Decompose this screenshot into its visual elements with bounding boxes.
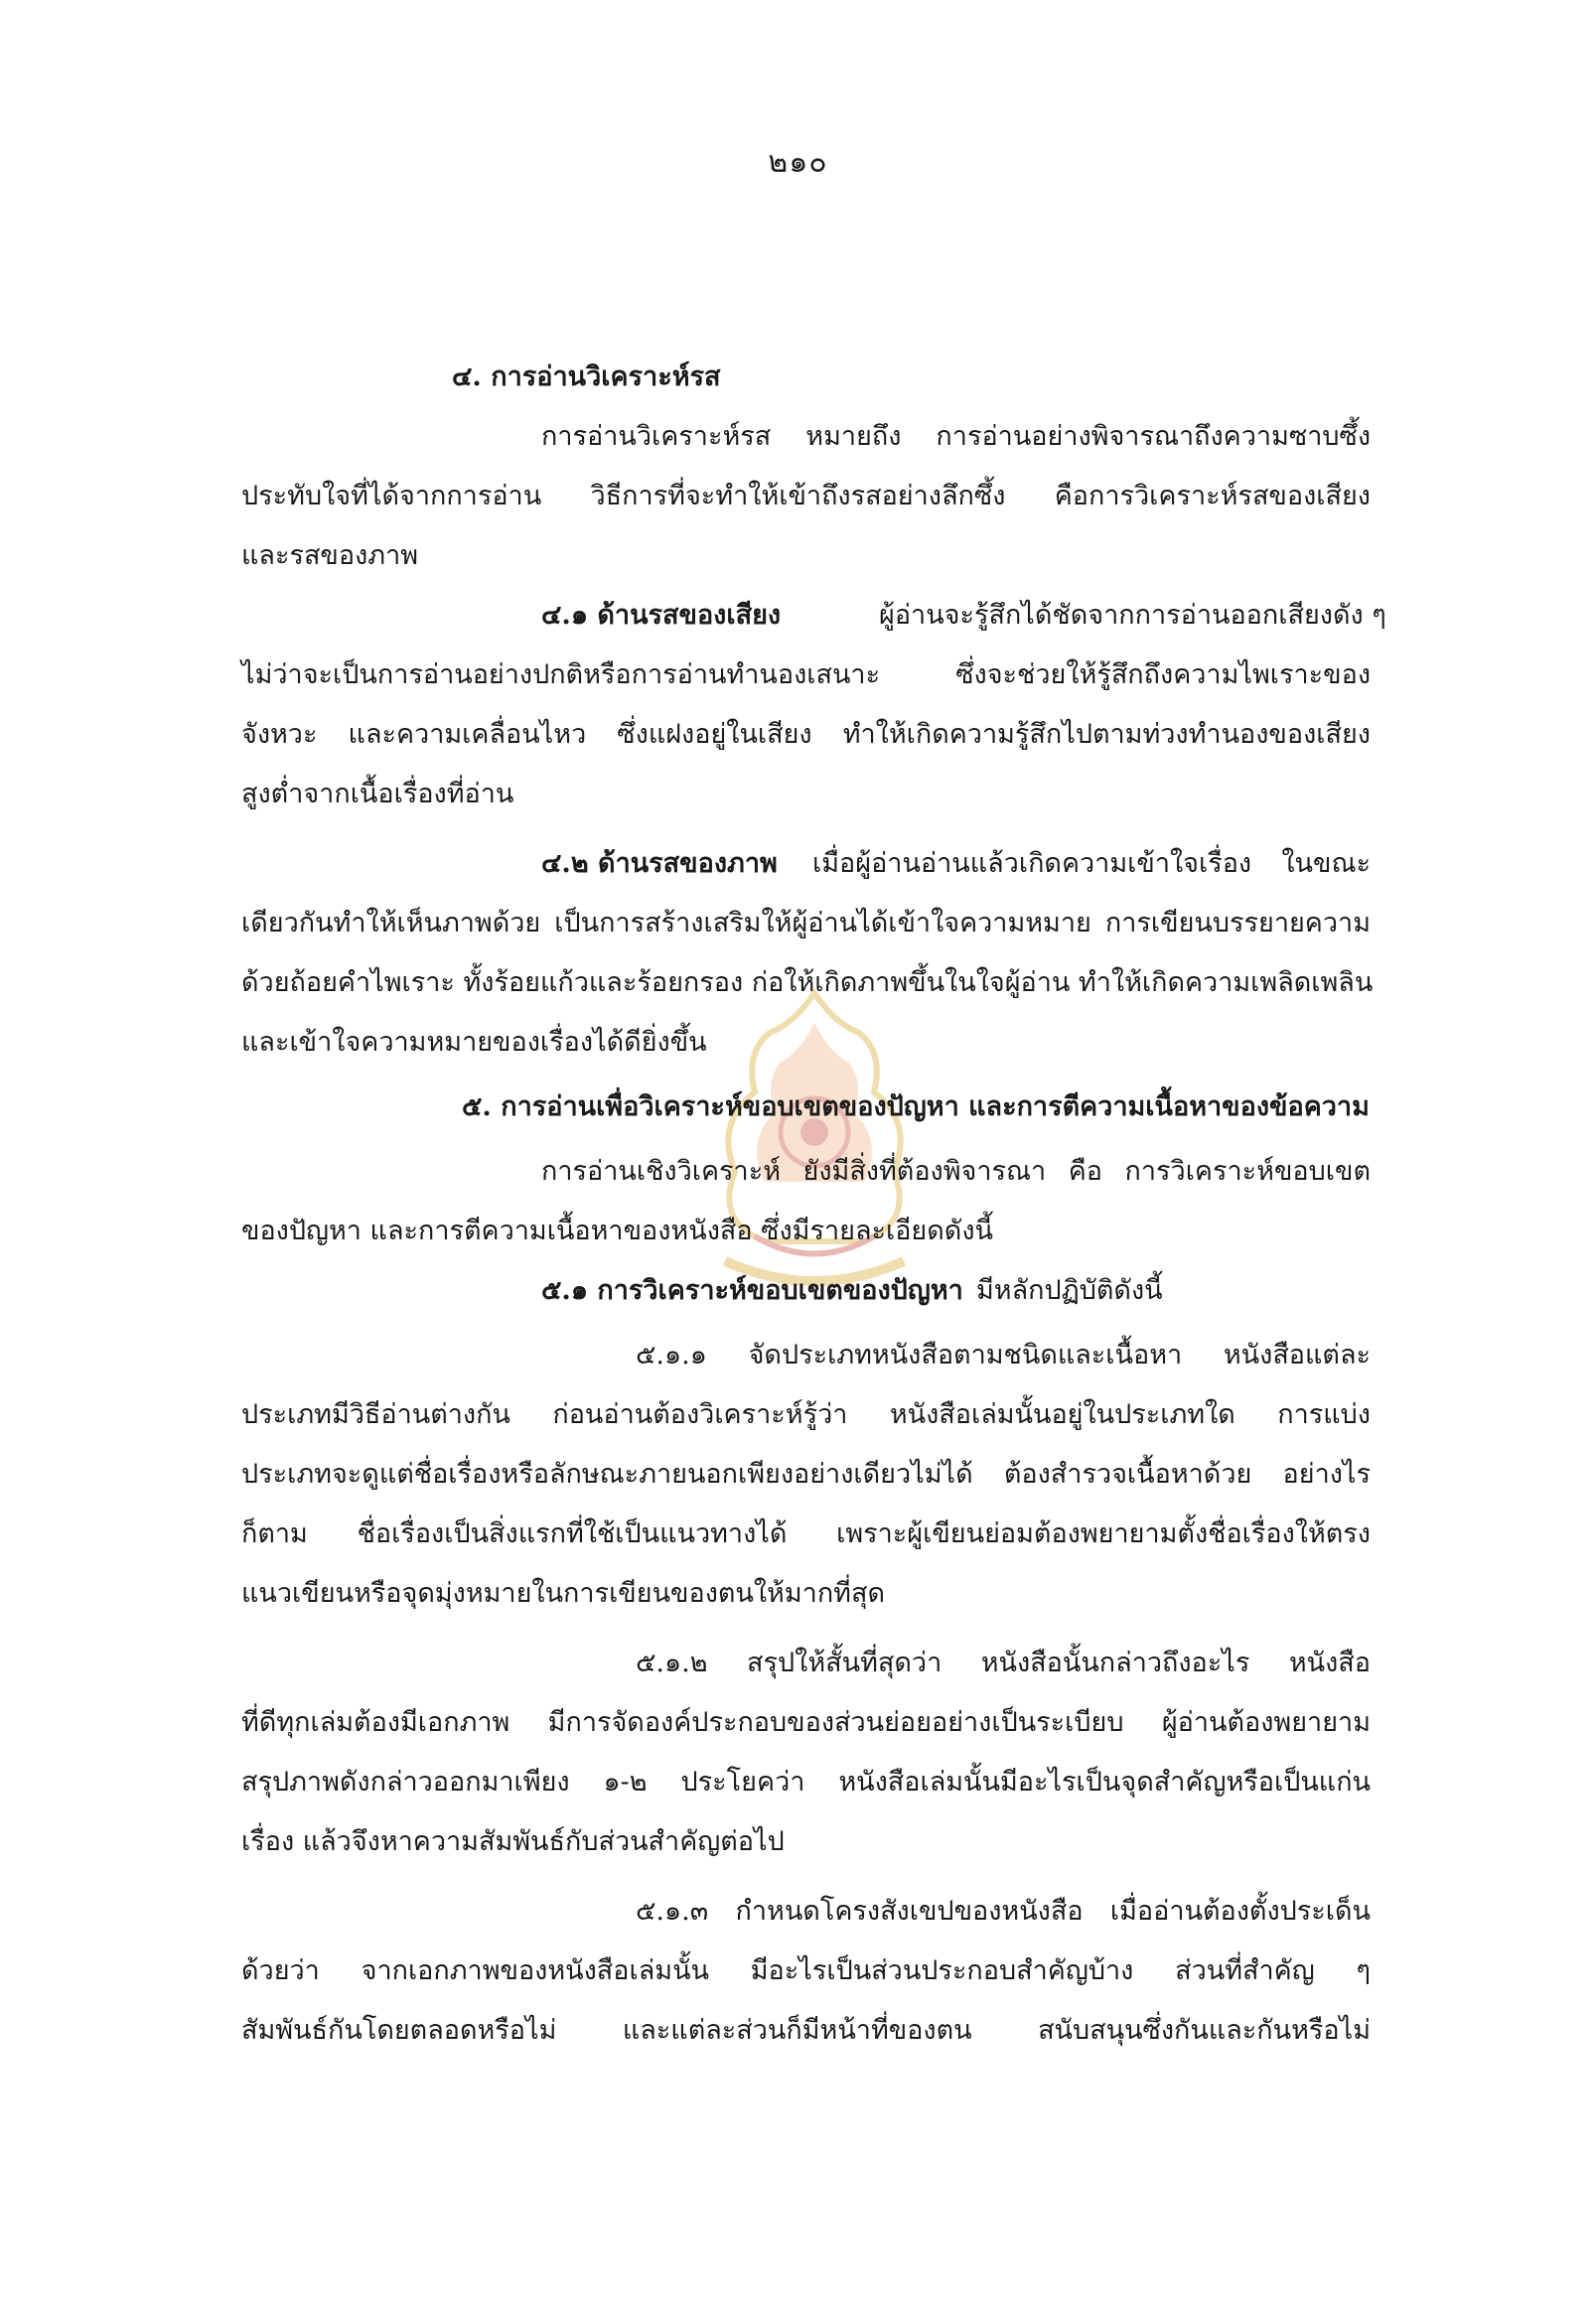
section-4-1-line-1: ผู้อ่านจะรู้สึกได้ชัดจากการอ่านออกเสียงดัง ๆ: [879, 600, 1386, 631]
intro-line-1: การอ่านวิเคราะห์รส หมายถึง การอ่านอย่างพิจารณาถึงความซาบซึ้ง: [541, 421, 1371, 452]
section-4-1-line-2: ไม่ว่าจะเป็นการอ่านอย่างปกติหรือการอ่านทำนองเสนาะ ซึ่งจะช่วยให้รู้สึกถึงความไพเราะของ: [241, 659, 1371, 690]
intro-line-2: ประทับใจที่ได้จากการอ่าน วิธีการที่จะทำให้เข้าถึงรสอย่างลึกซึ้ง คือการวิเคราะห์รสของเสียง: [241, 481, 1371, 511]
section-5-1-1-line-2: ประเภทมีวิธีอ่านต่างกัน ก่อนอ่านต้องวิเคราะห์รู้ว่า หนังสือเล่มนั้นอยู่ในประเภทใด การแบ่ง: [241, 1399, 1371, 1430]
section-4-1-heading: ๔.๑ ด้านรสของเสียง: [541, 600, 782, 631]
section-4-2-line-2: เดียวกันทำให้เห็นภาพด้วย เป็นการสร้างเสริมให้ผู้อ่านได้เข้าใจความหมาย การเขียนบรรยายความ: [241, 908, 1371, 938]
section-5-1-2-line-4: เรื่อง แล้วจึงหาความสัมพันธ์กับส่วนสำคัญต่อไป: [241, 1826, 785, 1857]
section-5-intro-line-2: ของปัญหา และการตีความเนื้อหาของหนังสือ ซึ่งมีรายละเอียดดังนี้: [241, 1216, 993, 1246]
seal-watermark-icon: [685, 983, 943, 1311]
section-5-1-heading: ๕.๑ การวิเคราะห์ขอบเขตของปัญหา: [541, 1275, 963, 1306]
section-5-1-2-line-2: ที่ดีทุกเล่มต้องมีเอกภาพ มีการจัดองค์ประกอบของส่วนย่อยอย่างเป็นระเบียบ ผู้อ่านต้องพยายาม: [241, 1707, 1371, 1738]
section-4-1-line-3: จังหวะ และความเคลื่อนไหว ซึ่งแฝงอยู่ในเสียง ทำให้เกิดความรู้สึกไปตามท่วงทำนองของเสียง: [241, 719, 1371, 750]
section-4-heading: ๔. การอ่านวิเคราะห์รส: [452, 361, 721, 392]
section-5-1-1-line-3: ประเภทจะดูแต่ชื่อเรื่องหรือลักษณะภายนอกเพียงอย่างเดียวไม่ได้ ต้องสำรวจเนื้อหาด้วย อย่างไร: [241, 1459, 1371, 1490]
page-number: ๒๑๐: [768, 145, 828, 180]
section-5-1-2-line-3: สรุปภาพดังกล่าวออกมาเพียง ๑-๒ ประโยคว่า หนังสือเล่มนั้นมีอะไรเป็นจุดสำคัญหรือเป็นแก่น: [241, 1767, 1371, 1798]
section-5-1-tail: มีหลักปฏิบัติดังนี้: [976, 1275, 1163, 1306]
section-5-intro-line-1: การอ่านเชิงวิเคราะห์ ยังมีสิ่งที่ต้องพิจารณา คือ การวิเคราะห์ขอบเขต: [541, 1156, 1371, 1187]
section-4-2-line-1: เมื่อผู้อ่านอ่านแล้วเกิดความเข้าใจเรื่อง ในขณะ: [812, 848, 1371, 879]
section-5-1-1-line-1: ๕.๑.๑ จัดประเภทหนังสือตามชนิดและเนื้อหา หนังสือแต่ละ: [636, 1340, 1371, 1370]
section-5-1-3-line-3: สัมพันธ์กันโดยตลอดหรือไม่ และแต่ละส่วนก็มีหน้าที่ของตน สนับสนุนซึ่งกันและกันหรือไม่: [241, 2015, 1371, 2046]
section-5-heading: ๕. การอ่านเพื่อวิเคราะห์ขอบเขตของปัญหา และการตีความเนื้อหาของข้อความ: [462, 1091, 1370, 1122]
section-5-1-2-line-1: ๕.๑.๒ สรุปให้สั้นที่สุดว่า หนังสือนั้นกล่าวถึงอะไร หนังสือ: [636, 1648, 1371, 1678]
section-4-2-line-4: และเข้าใจความหมายของเรื่องได้ดียิ่งขึ้น: [241, 1027, 707, 1058]
section-5-1-3-line-2: ด้วยว่า จากเอกภาพของหนังสือเล่มนั้น มีอะไรเป็นส่วนประกอบสำคัญบ้าง ส่วนที่สำคัญ ๆ: [241, 1955, 1371, 1986]
section-4-2-line-3: ด้วยถ้อยคำไพเราะ ทั้งร้อยแก้วและร้อยกรอง ก่อให้เกิดภาพขึ้นในใจผู้อ่าน ทำให้เกิดความเพลิดเพลิน: [241, 967, 1374, 998]
section-5-1-1-line-5: แนวเขียนหรือจุดมุ่งหมายในการเขียนของตนให้มากที่สุด: [241, 1578, 885, 1609]
section-5-1-1-line-4: ก็ตาม ชื่อเรื่องเป็นสิ่งแรกที่ใช้เป็นแนวทางได้ เพราะผู้เขียนย่อมต้องพยายามตั้งชื่อเรื่องให้ตรง: [241, 1518, 1371, 1549]
section-5-1-3-line-1: ๕.๑.๓ กำหนดโครงสังเขปของหนังสือ เมื่ออ่านต้องตั้งประเด็น: [636, 1896, 1371, 1927]
section-4-1-line-4: สูงต่ำจากเนื้อเรื่องที่อ่าน: [241, 779, 514, 809]
section-4-2-heading: ๔.๒ ด้านรสของภาพ: [541, 848, 778, 879]
intro-line-3: และรสของภาพ: [241, 540, 419, 571]
